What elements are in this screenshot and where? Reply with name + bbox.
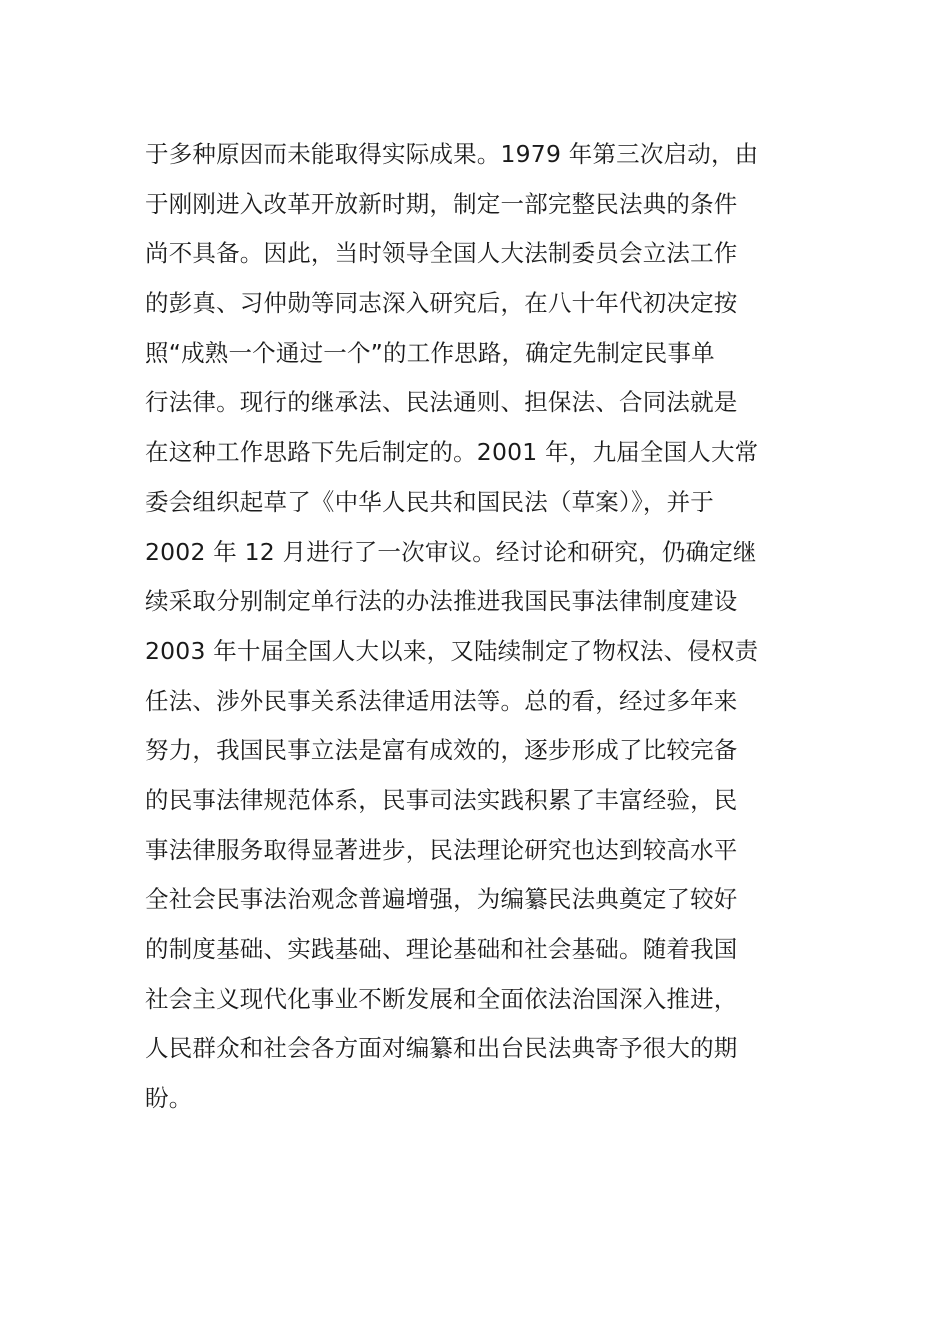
text-line: 2003 年十届全国人大以来，又陆续制定了物权法、侵权责 (145, 636, 759, 665)
text-line: 盼。 (145, 1084, 193, 1113)
text-line: 行法律。现行的继承法、民法通则、担保法、合同法就是 (145, 388, 738, 417)
text-line: 努力，我国民事立法是富有成效的，逐步形成了比较完备 (145, 736, 738, 765)
text-line: 委会组织起草了《中华人民共和国民法（草案）》，并于 (145, 487, 714, 516)
text-line: 的彭真、习仲勋等同志深入研究后，在八十年代初决定按 (145, 289, 738, 318)
text-line: 全社会民事法治观念普遍增强，为编纂民法典奠定了较好 (145, 885, 738, 914)
text-line: 事法律服务取得显著进步，民法理论研究也达到较高水平 (145, 835, 738, 864)
text-line: 2002 年 12 月进行了一次审议。经讨论和研究，仍确定继 (145, 537, 757, 566)
text-line: 在这种工作思路下先后制定的。2001 年，九届全国人大常 (145, 438, 759, 467)
text-line: 任法、涉外民事关系法律适用法等。总的看，经过多年来 (145, 686, 738, 715)
body-paragraph (145, 130, 815, 1124)
text-line: 的民事法律规范体系，民事司法实践积累了丰富经验，民 (145, 785, 738, 814)
text-line: 照“成熟一个通过一个”的工作思路，确定先制定民事单 (145, 338, 715, 367)
text-line: 的制度基础、实践基础、理论基础和社会基础。随着我国 (145, 935, 738, 963)
text-line: 社会主义现代化事业不断发展和全面依法治国深入推进， (145, 984, 738, 1013)
text-line: 人民群众和社会各方面对编纂和出台民法典寄予很大的期 (145, 1034, 738, 1063)
text-line: 于多种原因而未能取得实际成果。1979 年第三次启动，由 (145, 140, 759, 168)
text-line: 于刚刚进入改革开放新时期，制定一部完整民法典的条件 (145, 189, 738, 218)
text-line: 尚不具备。因此，当时领导全国人大法制委员会立法工作 (145, 239, 738, 268)
text-line: 续采取分别制定单行法的办法推进我国民事法律制度建设 (145, 587, 738, 616)
